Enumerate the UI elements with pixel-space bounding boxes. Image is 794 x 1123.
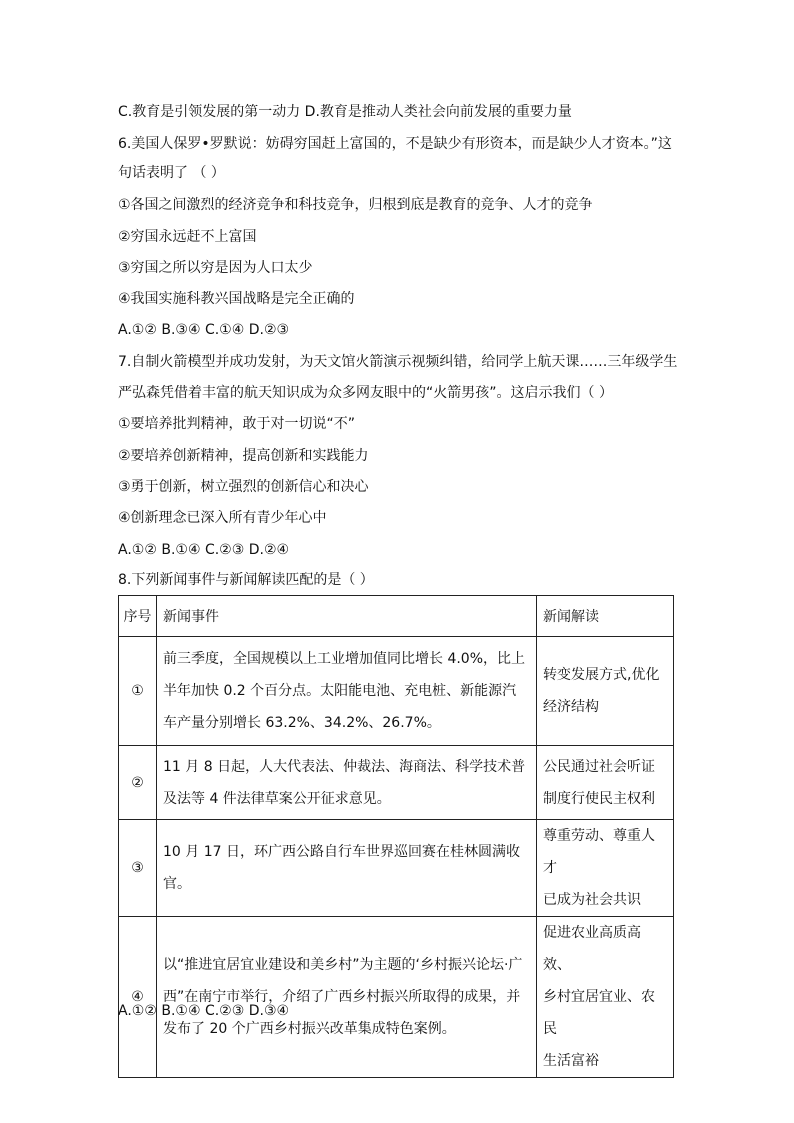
reading-line: 尊重劳动、尊重人才 (543, 828, 655, 876)
q8-stem: 8.下列新闻事件与新闻解读匹配的是（ ） (118, 572, 374, 588)
header-reading: 新闻解读 (537, 596, 674, 637)
q6-statement-2: ②穷国永远赶不上富国 (118, 229, 257, 245)
reading-line: 转变发展方式,优化 (543, 667, 660, 683)
header-event: 新闻事件 (157, 596, 537, 637)
reading-line: 已成为社会共识 (543, 892, 641, 908)
q7-stem-line2: 严弘森凭借着丰富的航天知识成为众多网友眼中的“火箭男孩”。这启示我们（ ） (118, 385, 613, 401)
q6-stem-line2: 句话表明了 （ ） (118, 165, 225, 181)
table-row (119, 637, 674, 746)
reading-line: 制度行使民主权利 (543, 790, 655, 807)
row-event (157, 820, 537, 917)
event-line: 官。 (163, 876, 191, 892)
event-line: 及法等 4 件法律草案公开征求意见。 (163, 790, 391, 807)
event-line: 西”在南宁市举行，介绍了广西乡村振兴所取得的成果，并 (163, 989, 521, 1005)
q6-statement-3: ③穷国之所以穷是因为人口太少 (118, 260, 313, 276)
row-event (157, 917, 537, 1078)
table-row (119, 917, 674, 1078)
header-number: 序号 (119, 596, 157, 637)
row-event (157, 746, 537, 820)
q6-answer-choices: A.①② B.③④ C.①④ D.②③ (118, 322, 290, 338)
q7-statement-2: ②要培养创新精神，提高创新和实践能力 (118, 448, 369, 464)
q6-statement-4: ④我国实施科教兴国战略是完全正确的 (118, 291, 355, 307)
event-line: 发布了 20 个广西乡村振兴改革集成特色案例。 (163, 1021, 456, 1037)
row-number: ② (119, 746, 157, 820)
event-line: 前三季度，全国规模以上工业增加值同比增长 4.0%，比上 (163, 651, 526, 667)
row-number: ④ (119, 917, 157, 1078)
q7-statement-1: ①要培养批判精神，敢于对一切说“不” (118, 416, 356, 432)
row-number: ③ (119, 820, 157, 917)
q7-answer-choices: A.①② B.①④ C.②③ D.②④ (118, 542, 290, 558)
reading-line: 乡村宜居宜业、农民 (543, 989, 655, 1037)
q6-stem-line1: 6.美国人保罗•罗默说：妨碍穷国赶上富国的，不是缺少有形资本，而是缺少人才资本。”这 (118, 136, 672, 152)
event-line: 半年加快 0.2 个百分点。太阳能电池、充电桩、新能源汽 (163, 683, 517, 699)
table-header-row (119, 596, 674, 637)
event-line: 11 月 8 日起，人大代表法、仲裁法、海商法、科学技术普 (163, 758, 526, 775)
reading-line: 经济结构 (543, 699, 599, 715)
table-row (119, 820, 674, 917)
reading-line: 公民通过社会听证 (543, 758, 655, 775)
q7-stem-line1: 7.自制火箭模型并成功发射，为天文馆火箭演示视频纠错，给同学上航天课……三年级学生 (118, 354, 678, 370)
row-reading (537, 820, 674, 917)
q5-options-cd: C.教育是引领发展的第一动力 D.教育是推动人类社会向前发展的重要力量 (118, 104, 572, 120)
reading-line: 促进农业高质高效、 (543, 925, 641, 973)
event-line: 10 月 17 日，环广西公路自行车世界巡回赛在桂林圆满收 (163, 844, 520, 860)
event-line: 车产量分别增长 63.2%、34.2%、26.7%。 (163, 715, 441, 731)
row-number: ① (119, 637, 157, 746)
row-reading (537, 917, 674, 1078)
row-reading (537, 746, 674, 820)
q6-statement-1: ①各国之间激烈的经济竞争和科技竞争，归根到底是教育的竞争、人才的竞争 (118, 197, 593, 213)
q7-statement-4: ④创新理念已深入所有青少年心中 (118, 510, 327, 526)
row-reading (537, 637, 674, 746)
q7-statement-3: ③勇于创新，树立强烈的创新信心和决心 (118, 479, 369, 495)
reading-line: 生活富裕 (543, 1053, 599, 1069)
table-row (119, 746, 674, 820)
q8-answer-choices: A.①② B.①④ C.②③ D.③④ (118, 1003, 290, 1019)
row-event (157, 637, 537, 746)
event-line: 以“推进宜居宜业建设和美乡村”为主题的‘乡村振兴论坛·广 (163, 957, 523, 973)
